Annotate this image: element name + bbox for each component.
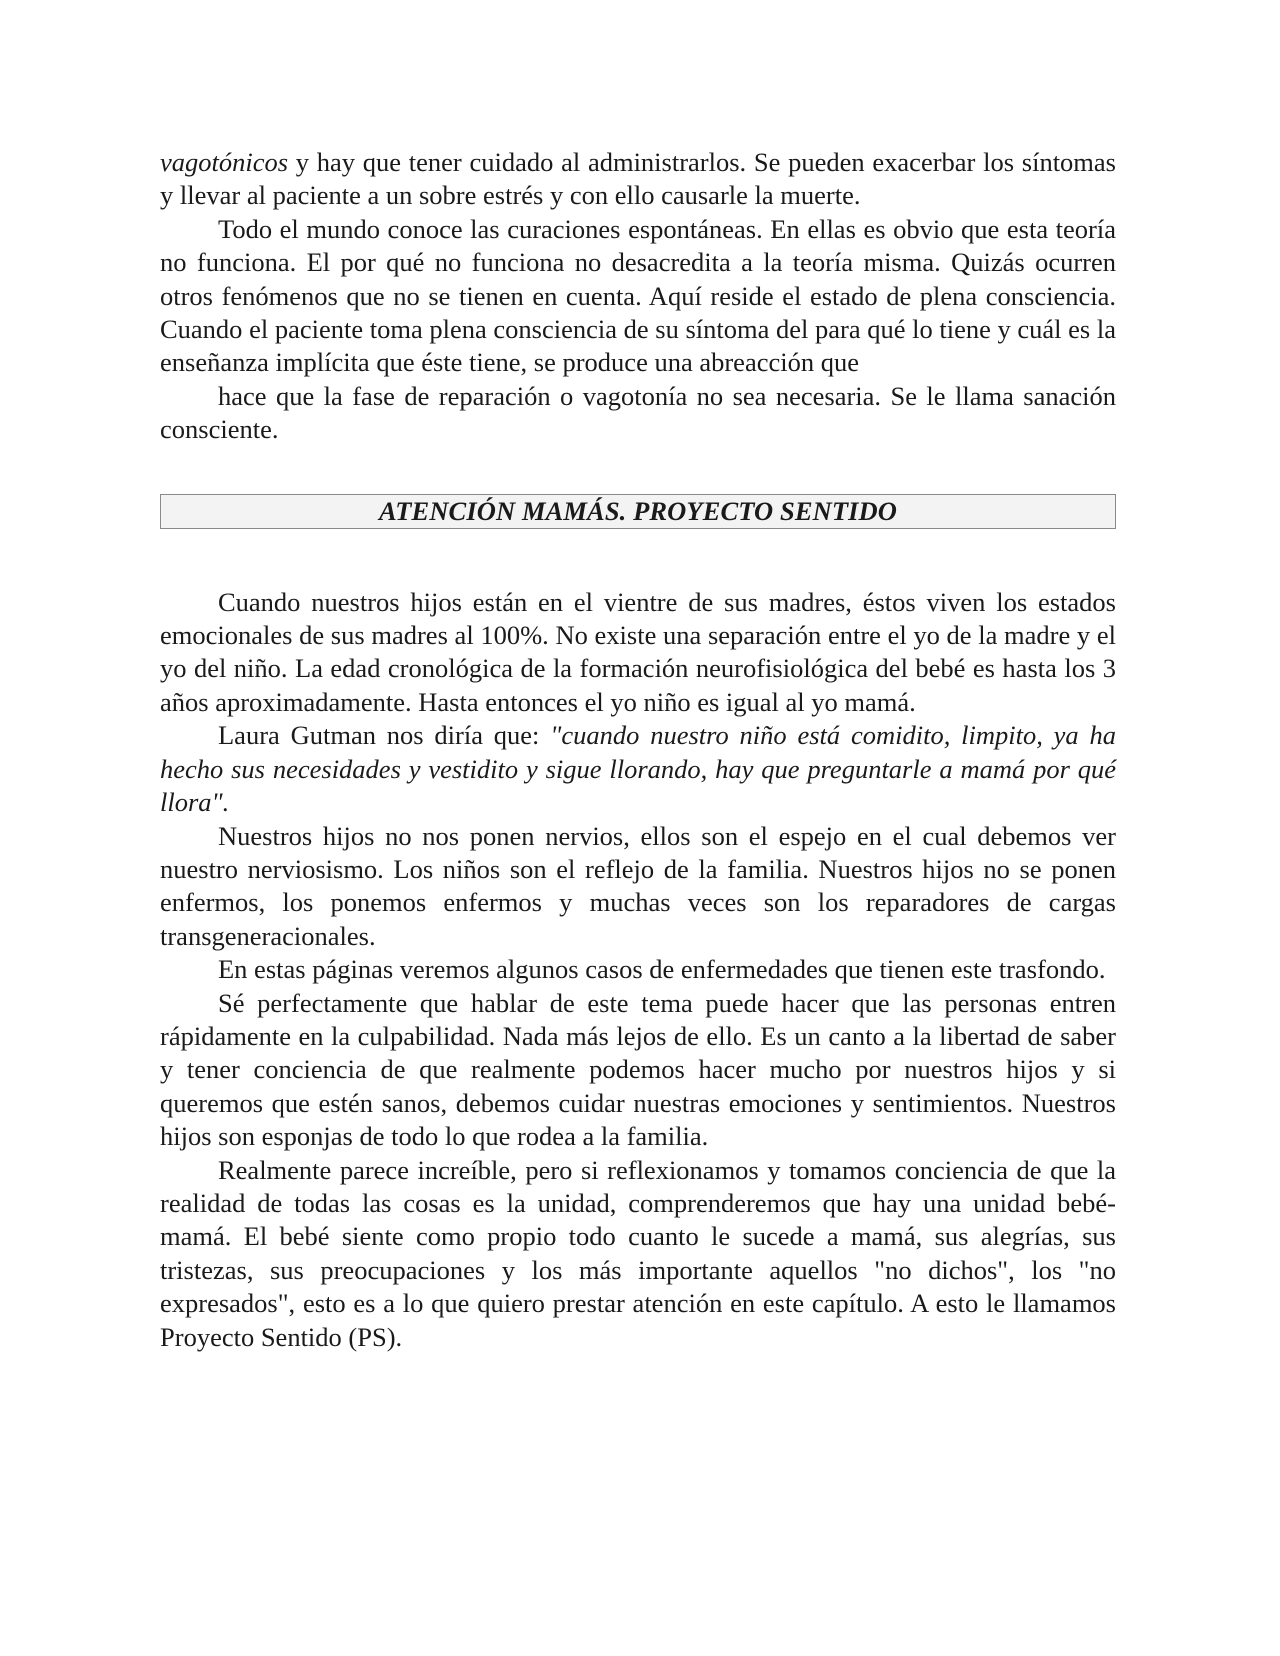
paragraph-text: y hay que tener cuidado al administrarlos. Se pueden exacerbar los síntomas y llevar al paciente a un sobre estrés y con ello causarle la muerte. <box>160 147 1116 211</box>
paragraph-intro-1 <box>160 146 1116 213</box>
paragraph-body-4: En estas páginas veremos algunos casos de enfermedades que tienen este trasfondo. <box>218 954 1106 985</box>
section-heading-box <box>160 494 1116 529</box>
paragraph-body-3: Nuestros hijos no nos ponen nervios, ellos son el espejo en el cual debemos ver nuestro nerviosismo. Los niños son el reflejo de la familia. Nuestros hijos no se ponen enfermos, los ponemos enfermos y muchas veces son los reparadores de cargas transgeneracionales. <box>160 820 1116 951</box>
paragraph-body-5: Sé perfectamente que hablar de este tema puede hacer que las personas entren rápidamente en la culpabilidad. Nada más lejos de ello. Es un canto a la libertad de saber y tener conciencia de que realmente podemos hacer mucho por nuestros hijos y si queremos que estén sanos, debemos cuidar nuestras emociones y sentimientos. Nuestros hijos son esponjas de todo lo que rodea a la familia. <box>160 987 1116 1152</box>
paragraph-intro-3: hace que la fase de reparación o vagotonía no sea necesaria. Se le llama sanación consciente. <box>160 380 1116 445</box>
paragraph-body-1: Cuando nuestros hijos están en el vientre de sus madres, éstos viven los estados emocionales de sus madres al 100%. No existe una separación entre el yo de la madre y el yo del niño. La edad cronológica de la formación neurofisiológica del bebé es hasta los 3 años aproximadamente. Hasta entonces el yo niño es igual al yo mamá. <box>160 586 1116 717</box>
document-page <box>160 146 1116 1354</box>
quote-text: "cuando nuestro niño está comidito, limpito, ya ha hecho sus necesidades y vestidito y sigue llorando, hay que preguntarle a mamá por qué llora". <box>160 720 1116 818</box>
section-title: ATENCIÓN MAMÁS. PROYECTO SENTIDO <box>378 495 898 526</box>
italic-term: vagotónicos <box>160 147 289 177</box>
paragraph-body-6: Realmente parece increíble, pero si reflexionamos y tomamos conciencia de que la realidad de todas las cosas es la unidad, comprenderemos que hay una unidad bebé-mamá. El bebé siente como propio todo cuanto le sucede a mamá, sus alegrías, sus tristezas, sus preocupaciones y los más importante aquellos "no dichos", los "no expresados", esto es a lo que quiero prestar atención en este capítulo. A esto le llamamos Proyecto Sentido (PS). <box>160 1154 1116 1352</box>
paragraph-body-2 <box>160 719 1116 819</box>
paragraph-intro-2: Todo el mundo conoce las curaciones espontáneas. En ellas es obvio que esta teoría no funciona. El por qué no funciona no desacredita a la teoría misma. Quizás ocurren otros fenómenos que no se tienen en cuenta. Aquí reside el estado de plena consciencia. Cuando el paciente toma plena consciencia de su síntoma del para qué lo tiene y cuál es la enseñanza implícita que éste tiene, se produce una abreacción que <box>160 213 1116 378</box>
quote-lead: Laura Gutman nos diría que: <box>218 720 551 751</box>
